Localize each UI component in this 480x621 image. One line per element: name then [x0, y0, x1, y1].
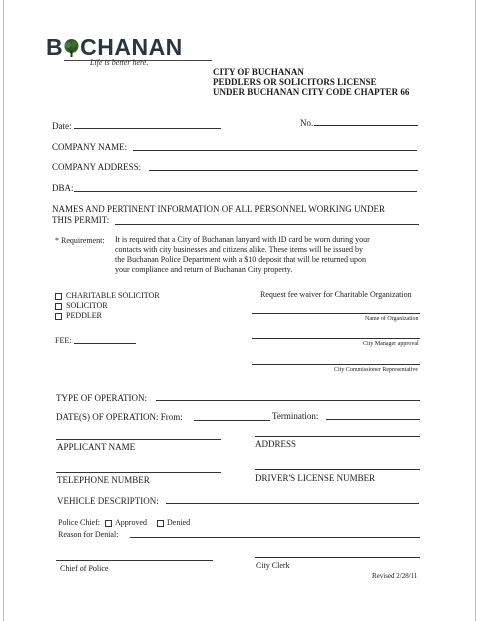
- logo-tagline: Life is better here.: [90, 58, 149, 67]
- requirement-label: * Requirement:: [55, 236, 105, 245]
- vehicle-description-field[interactable]: [166, 503, 419, 504]
- logo-letter-b: B: [46, 34, 64, 60]
- denial-reason-field[interactable]: [130, 537, 420, 538]
- termination-field[interactable]: [326, 419, 420, 420]
- date-field[interactable]: [74, 128, 221, 129]
- header-line-city: CITY OF BUCHANAN: [213, 67, 304, 77]
- city-manager-caption: City Manager approval: [363, 341, 419, 347]
- requirement-line1: It is required that a City of Buchanan lanyard with ID card be worn during your: [115, 235, 370, 244]
- operation-type-field[interactable]: [156, 400, 420, 401]
- peddler-label: PEDDLER: [66, 311, 102, 320]
- number-label: No.: [300, 118, 314, 128]
- page-edge-left: [3, 0, 4, 621]
- requirement-line3: the Buchanan Police Department with a $10 deposit that will be returned upon: [115, 255, 367, 264]
- operation-dates-label: DATE(S) OF OPERATION: From:: [56, 412, 183, 422]
- fee-field[interactable]: [74, 343, 136, 344]
- police-chief-label: Police Chief:: [58, 518, 100, 527]
- organization-field[interactable]: [252, 313, 420, 314]
- company-address-field[interactable]: [149, 170, 418, 171]
- operation-from-field[interactable]: [194, 420, 270, 421]
- applicant-name-label: APPLICANT NAME: [57, 442, 136, 452]
- personnel-label-line2: THIS PERMIT:: [52, 215, 110, 225]
- clerk-signature-field[interactable]: [255, 557, 420, 558]
- approved-checkbox[interactable]: [105, 520, 112, 527]
- page-edge-right: [475, 0, 476, 621]
- personnel-field[interactable]: [115, 224, 419, 225]
- charitable-checkbox[interactable]: [55, 293, 62, 300]
- vehicle-description-label: VEHICLE DESCRIPTION:: [57, 496, 159, 506]
- chief-signature-label: Chief of Police: [60, 564, 109, 573]
- denied-checkbox[interactable]: [157, 520, 164, 527]
- solicitor-option[interactable]: [55, 301, 108, 310]
- termination-label: Termination:: [272, 411, 319, 421]
- requirement-line4: your compliance and return of Buchanan City property.: [115, 265, 293, 274]
- address-field[interactable]: [255, 436, 420, 437]
- solicitor-label: SOLICITOR: [66, 301, 108, 310]
- chief-signature-field[interactable]: [56, 560, 213, 561]
- city-manager-field[interactable]: [252, 338, 420, 339]
- denial-reason-label: Reason for Denial:: [58, 530, 119, 539]
- peddler-option[interactable]: [55, 311, 102, 320]
- waiver-title: Request fee waiver for Charitable Organization: [260, 290, 412, 299]
- peddler-checkbox[interactable]: [55, 313, 62, 320]
- commissioner-field[interactable]: [252, 364, 420, 365]
- number-field[interactable]: [314, 125, 418, 126]
- charitable-label: CHARITABLE SOLICITOR: [66, 291, 160, 300]
- dba-label: DBA:: [52, 183, 74, 193]
- logo-wordmark: [46, 34, 183, 61]
- operation-type-label: TYPE OF OPERATION:: [56, 393, 148, 403]
- clerk-signature-label: City Clerk: [256, 561, 290, 570]
- requirement-line2: contacts with city businesses and citizens alike. These items will be issued by: [115, 245, 364, 254]
- address-label: ADDRESS: [255, 439, 297, 449]
- tree-icon: [63, 37, 80, 57]
- date-label: Date:: [52, 121, 72, 131]
- requirement-text: [115, 235, 370, 275]
- telephone-field[interactable]: [56, 472, 221, 473]
- personnel-label-line1: NAMES AND PERTINENT INFORMATION OF ALL PERSONNEL WORKING UNDER: [52, 204, 385, 214]
- company-address-label: COMPANY ADDRESS:: [52, 162, 142, 172]
- charitable-solicitor-option[interactable]: [55, 291, 160, 300]
- company-name-field[interactable]: [133, 150, 417, 151]
- approved-label: Approved: [115, 518, 147, 527]
- telephone-label: TELEPHONE NUMBER: [57, 475, 150, 485]
- police-chief-decision: [58, 518, 190, 527]
- fee-label: FEE:: [55, 336, 72, 345]
- revised-date: Revised 2/28/11: [372, 572, 418, 580]
- commissioner-caption: City Commissioner Representative: [334, 367, 418, 373]
- applicant-name-field[interactable]: [56, 439, 221, 440]
- header-line-license: PEDDLERS OR SOLICITORS LICENSE: [213, 77, 377, 87]
- dba-field[interactable]: [74, 191, 417, 192]
- form-header: [213, 67, 409, 97]
- drivers-license-label: DRIVER'S LICENSE NUMBER: [255, 473, 376, 483]
- organization-caption: Name of Organization: [365, 316, 419, 322]
- solicitor-checkbox[interactable]: [55, 303, 62, 310]
- company-name-label: COMPANY NAME:: [52, 142, 128, 152]
- header-line-code: UNDER BUCHANAN CITY CODE CHAPTER 66: [213, 87, 410, 97]
- drivers-license-field[interactable]: [255, 469, 420, 470]
- logo-letters: CHANAN: [80, 34, 183, 60]
- denied-label: Denied: [167, 518, 191, 527]
